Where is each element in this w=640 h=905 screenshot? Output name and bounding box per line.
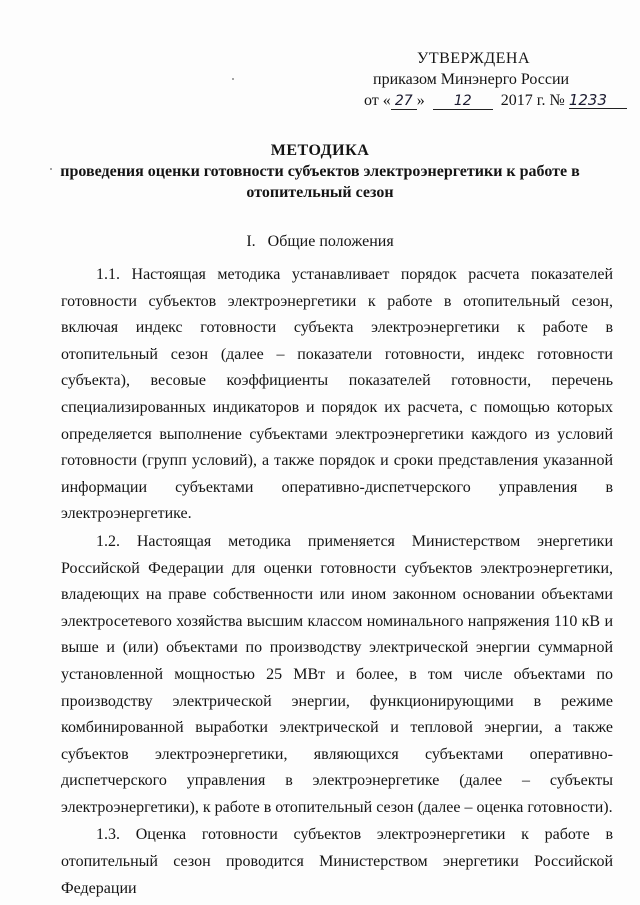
approval-date-line	[364, 90, 614, 111]
date-year-text: 2017 г. №	[500, 92, 565, 109]
approval-block	[364, 48, 614, 111]
handwritten-order-number: 1233	[569, 92, 627, 109]
section-heading: I. Общие положения	[246, 233, 394, 250]
approval-title: УТВЕРЖДЕНА	[417, 50, 531, 67]
paragraph-1-1: 1.1. Настоящая методика устанавливает порядок расчета показателей готовности субъектов электроэнергетики к работе в отопительный сезон, включая индекс готовности субъекта электроэнергетики к работе в отопительный сезон (далее – показатели готовности, индекс готовности субъекта), весовые коэффициенты показателей готовности, перечень специализированных индикаторов и порядок их расчета, с помощью которых определяется выполнение субъектами электроэнергетики каждого из условий готовности (групп условий), а также порядок и сроки представления указанной информации субъектами оперативно-диспетчерского управления в электроэнергетике.	[61, 266, 613, 523]
approval-order: приказом Минэнерго России	[373, 71, 570, 88]
handwritten-month: 12	[433, 93, 493, 110]
date-mid: »	[416, 92, 425, 109]
document-body	[61, 262, 613, 902]
paragraph-1-3: 1.3. Оценка готовности субъектов электроэнергетики к работе в отопительный сезон проводится Министерством энергетики Российской Федерации	[61, 826, 613, 897]
date-prefix: от «	[364, 92, 391, 109]
paragraph-1-2: 1.2. Настоящая методика применяется Министерством энергетики Российской Федерации для оценки готовности субъектов электроэнергетики, владеющих на праве собственности или ином законном основании объектами электросетевого хозяйства высшим классом номинального напряжения 110 кВ и выше и (или) объектами по производству электрической энергии суммарной установленной мощностью 25 МВт и более, в том числе объектами по производству электрической энергии, функционирующими в режиме комбинированной выработки электрической и тепловой энергии, а также субъектов электроэнергетики, являющихся субъектами оперативно-диспетчерского управления в электроэнергетике (далее – субъекты электроэнергетики), к работе в отопительный сезон (далее – оценка готовности).	[61, 532, 613, 816]
document-subtitle: проведения оценки готовности субъектов электроэнергетики к работе в отопительный сезон	[60, 163, 580, 201]
handwritten-day: 27	[391, 93, 417, 110]
scan-speck	[232, 78, 234, 80]
document-title: МЕТОДИКА	[270, 142, 370, 159]
document-title-block	[40, 140, 600, 203]
